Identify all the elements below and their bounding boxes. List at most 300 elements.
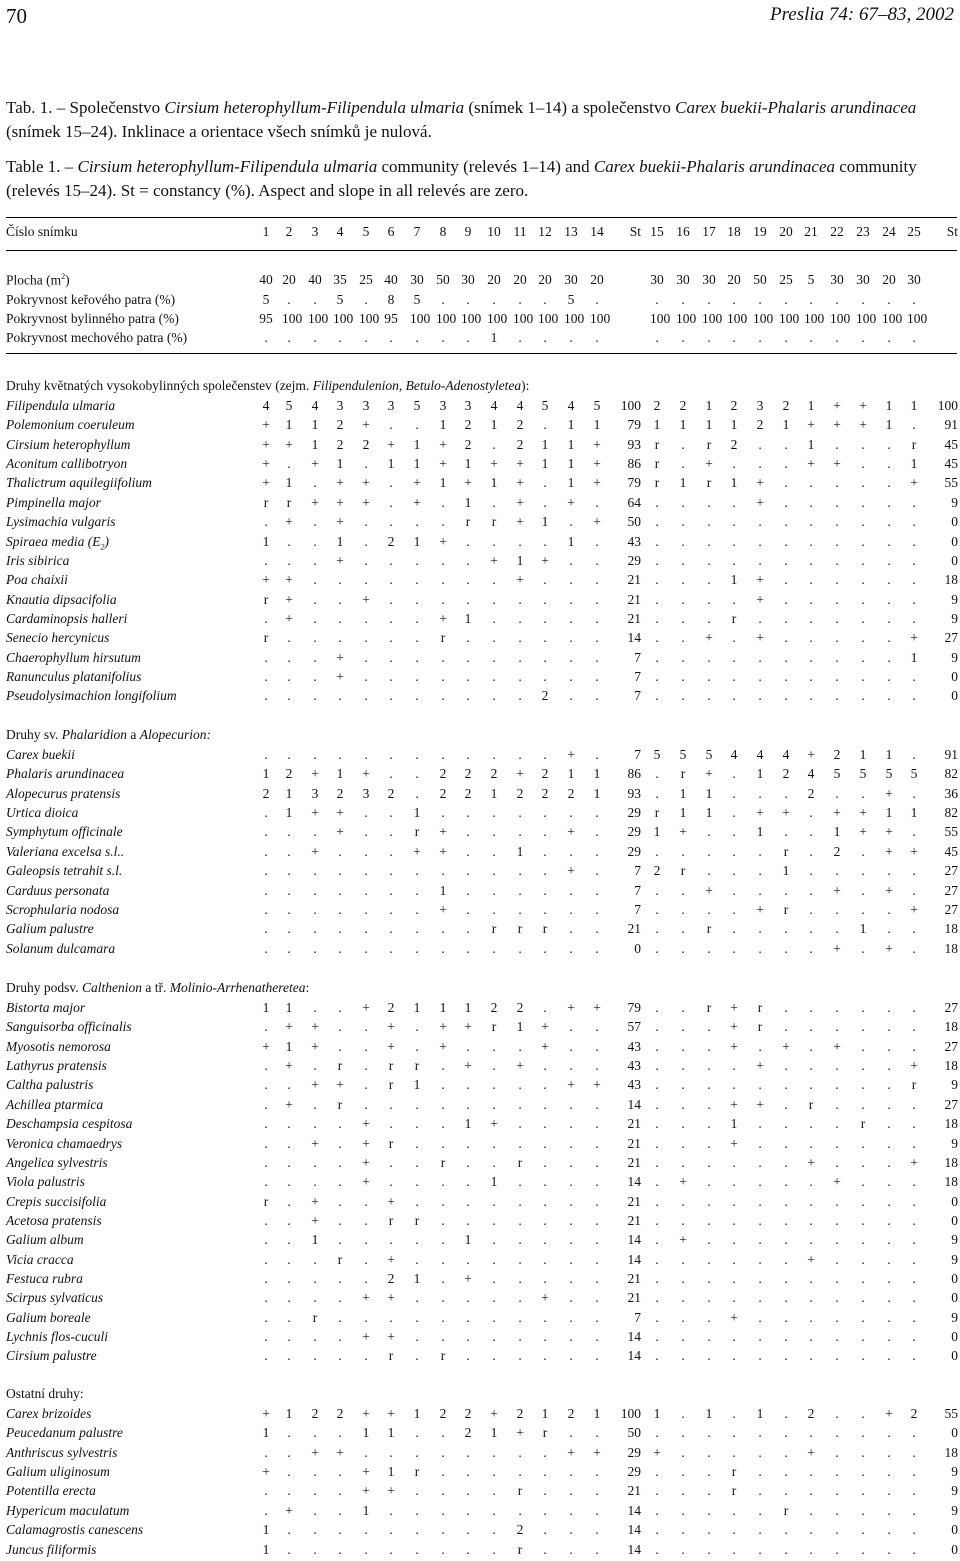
constancy-value: 0 — [951, 1329, 958, 1344]
cell-value: . — [364, 1445, 368, 1460]
cell-value: . — [466, 292, 470, 307]
cell-value: . — [707, 1348, 711, 1363]
cell-value: + — [593, 456, 601, 471]
cell-value: + — [730, 1039, 738, 1054]
cell-value: . — [543, 1136, 547, 1151]
cell-value: 1 — [885, 417, 893, 432]
caption-czech — [6, 96, 954, 144]
cell-value: . — [861, 1271, 865, 1286]
species-name: Sanguisorba officinalis — [6, 1019, 132, 1034]
cell-value: . — [758, 553, 762, 568]
cell-value: 100 — [676, 311, 697, 326]
cell-value: . — [784, 1213, 788, 1228]
cell-value: . — [784, 1271, 788, 1286]
cell-value: . — [595, 1483, 599, 1498]
cell-value: 1 — [464, 1000, 472, 1015]
table-top-rule — [6, 217, 957, 218]
cell-value: . — [466, 1039, 470, 1054]
cell-value: + — [833, 941, 841, 956]
cell-value: . — [912, 1232, 916, 1247]
cell-value: . — [595, 1019, 599, 1034]
species-name: Carex buekii — [6, 747, 75, 762]
cell-value: . — [364, 1310, 368, 1325]
cell-value: . — [569, 1116, 573, 1131]
cell-value: . — [569, 514, 573, 529]
cell-value: . — [364, 514, 368, 529]
cell-value: r — [731, 1464, 737, 1479]
cell-value: . — [543, 1077, 547, 1092]
cell-value: . — [313, 902, 317, 917]
cell-value: . — [264, 1058, 268, 1073]
cell-value: . — [784, 1406, 788, 1421]
table-row — [0, 311, 960, 330]
cell-value: . — [681, 1425, 685, 1440]
cell-value: r — [440, 630, 446, 645]
cell-value: 95 — [384, 311, 398, 326]
cell-value: + — [705, 883, 713, 898]
constancy-value: 21 — [627, 1483, 641, 1498]
cell-value: . — [758, 1329, 762, 1344]
cell-value: . — [518, 1136, 522, 1151]
cell-value: 1 — [336, 534, 344, 549]
cell-value: + — [336, 824, 344, 839]
constancy-value: 18 — [944, 1174, 958, 1189]
cell-value: 100 — [727, 311, 748, 326]
cell-value: . — [595, 1425, 599, 1440]
cell-value: 30 — [830, 272, 844, 287]
constancy-value: 29 — [627, 824, 641, 839]
constancy-value: 43 — [627, 534, 641, 549]
cell-value: 4 — [516, 398, 524, 413]
section-title-run: Alopecurion: — [139, 727, 211, 742]
cell-value: 1 — [311, 417, 319, 432]
cell-value: . — [887, 1348, 891, 1363]
constancy-value: 9 — [951, 1310, 958, 1325]
cell-value: . — [441, 1174, 445, 1189]
cell-value: . — [681, 1058, 685, 1073]
cell-value: . — [835, 1348, 839, 1363]
column-header: 25 — [907, 224, 921, 239]
cell-value: 5 — [910, 766, 918, 781]
constancy-value: 14 — [627, 1232, 641, 1247]
cell-value: . — [518, 941, 522, 956]
cell-value: 20 — [487, 272, 501, 287]
cell-value: . — [543, 475, 547, 490]
cell-value: . — [313, 1522, 317, 1537]
cell-value: 25 — [779, 272, 793, 287]
species-name: Angelica sylvestris — [6, 1155, 108, 1170]
cell-value: . — [861, 688, 865, 703]
cell-value: r — [337, 1097, 343, 1112]
cell-value: . — [681, 1348, 685, 1363]
cell-value: . — [861, 902, 865, 917]
cell-value: . — [887, 1290, 891, 1305]
cell-value: . — [861, 1425, 865, 1440]
species-name: Vicia cracca — [6, 1252, 74, 1267]
cell-value: . — [758, 650, 762, 665]
cell-value: . — [912, 1522, 916, 1537]
cell-value: . — [264, 1445, 268, 1460]
cell-value: . — [518, 902, 522, 917]
cell-value: . — [492, 495, 496, 510]
caption-en-run: Cirsium heterophyllum-Filipendula ulmaria — [77, 157, 378, 176]
cell-value: . — [595, 553, 599, 568]
cell-value: . — [313, 1116, 317, 1131]
cell-value: . — [732, 495, 736, 510]
cell-value: + — [516, 1058, 524, 1073]
cell-value: . — [389, 330, 393, 345]
cell-value: . — [681, 1542, 685, 1557]
species-name: Deschampsia cespitosa — [6, 1116, 133, 1131]
cell-value: . — [784, 786, 788, 801]
cell-value: . — [732, 1174, 736, 1189]
cell-value: . — [809, 1136, 813, 1151]
constancy-value: 7 — [634, 902, 641, 917]
cell-value: . — [595, 1348, 599, 1363]
cell-value: . — [492, 611, 496, 626]
cell-value: 1 — [262, 1542, 270, 1557]
cell-value: . — [518, 292, 522, 307]
cell-value: . — [492, 902, 496, 917]
cell-value: . — [287, 1136, 291, 1151]
cell-value: + — [336, 669, 344, 684]
cell-value: . — [287, 292, 291, 307]
cell-value: . — [338, 1542, 342, 1557]
cell-value: . — [835, 1483, 839, 1498]
cell-value: . — [595, 1097, 599, 1112]
section-title-run: a tř. — [142, 980, 170, 995]
cell-value: 1 — [705, 805, 713, 820]
cell-value: . — [415, 330, 419, 345]
cell-value: + — [387, 1039, 395, 1054]
cell-value: 30 — [410, 272, 424, 287]
table-row — [0, 883, 960, 902]
cell-value: 1 — [285, 786, 293, 801]
species-name: Galium palustre — [6, 921, 94, 936]
cell-value: 1 — [439, 1000, 447, 1015]
cell-value: . — [655, 1310, 659, 1325]
cell-value: . — [758, 1136, 762, 1151]
species-name: Thalictrum aquilegiifolium — [6, 475, 152, 490]
species-name: Polemonium coeruleum — [6, 417, 135, 432]
cell-value: + — [859, 805, 867, 820]
cell-value: . — [835, 475, 839, 490]
cell-value: . — [313, 1348, 317, 1363]
cell-value: 1 — [262, 1425, 270, 1440]
cell-value: . — [415, 1136, 419, 1151]
cell-value: . — [732, 1213, 736, 1228]
cell-value: 1 — [807, 398, 815, 413]
cell-value: . — [569, 1232, 573, 1247]
cell-value: 1 — [336, 766, 344, 781]
cell-value: + — [885, 1406, 893, 1421]
cell-value: . — [492, 1483, 496, 1498]
cell-value: . — [264, 921, 268, 936]
cell-value: 5 — [336, 292, 344, 307]
cell-value: . — [441, 1097, 445, 1112]
cell-value: + — [516, 456, 524, 471]
cell-value: 3 — [362, 398, 370, 413]
constancy-value: 29 — [627, 1464, 641, 1479]
cell-value: . — [758, 1213, 762, 1228]
constancy-value: 91 — [944, 417, 958, 432]
cell-value: . — [758, 1483, 762, 1498]
cell-value: . — [415, 611, 419, 626]
cell-value: . — [707, 514, 711, 529]
cell-value: . — [466, 1542, 470, 1557]
cell-value: . — [835, 1542, 839, 1557]
section-title-run: Calthenion — [82, 980, 142, 995]
cell-value: 40 — [384, 272, 398, 287]
cell-value: + — [262, 475, 270, 490]
cell-value: . — [313, 1097, 317, 1112]
cell-value: 2 — [262, 786, 270, 801]
cell-value: . — [732, 330, 736, 345]
cell-value: . — [809, 1077, 813, 1092]
table-row — [0, 766, 960, 785]
cell-value: . — [264, 650, 268, 665]
cell-value: 1 — [653, 824, 661, 839]
cell-value: . — [861, 863, 865, 878]
cell-value: . — [835, 630, 839, 645]
constancy-value: 93 — [627, 786, 641, 801]
cell-value: . — [758, 844, 762, 859]
constancy-value: 55 — [944, 824, 958, 839]
cell-value: . — [264, 1232, 268, 1247]
cell-value: . — [861, 883, 865, 898]
constancy-value: 79 — [627, 1000, 641, 1015]
cell-value: . — [518, 747, 522, 762]
table-row — [0, 1406, 960, 1425]
cell-value: . — [264, 824, 268, 839]
cell-value: . — [389, 747, 393, 762]
cell-value: r — [783, 1503, 789, 1518]
cell-value: . — [707, 1097, 711, 1112]
cell-value: . — [492, 805, 496, 820]
species-name: Scrophularia nodosa — [6, 902, 120, 917]
cell-value: . — [518, 688, 522, 703]
cell-value: . — [441, 805, 445, 820]
cell-value: r — [388, 1077, 394, 1092]
cell-value: . — [784, 1348, 788, 1363]
species-name: Pokryvnost keřového patra (%) — [6, 292, 176, 307]
cell-value: + — [387, 1329, 395, 1344]
cell-value: . — [492, 592, 496, 607]
cell-value: . — [364, 1097, 368, 1112]
cell-value: . — [912, 1019, 916, 1034]
cell-value: + — [311, 805, 319, 820]
cell-value: . — [809, 1213, 813, 1228]
cell-value: . — [835, 1136, 839, 1151]
cell-value: . — [264, 1174, 268, 1189]
cell-value: . — [338, 1503, 342, 1518]
cell-value: . — [389, 1542, 393, 1557]
constancy-value: 27 — [944, 630, 958, 645]
caption-cz-run: (snímek 1–14) a společenstvo — [464, 98, 676, 117]
cell-value: 3 — [464, 398, 472, 413]
species-name: Galeopsis tetrahit s.l. — [6, 863, 123, 878]
cell-value: 100 — [590, 311, 611, 326]
cell-value: r — [414, 1213, 420, 1228]
cell-value: + — [285, 572, 293, 587]
cell-value: . — [595, 650, 599, 665]
cell-value: . — [518, 1213, 522, 1228]
cell-value: . — [264, 514, 268, 529]
cell-value: . — [887, 1271, 891, 1286]
cell-value: . — [809, 1542, 813, 1557]
cell-value: r — [263, 1194, 269, 1209]
cell-value: . — [912, 534, 916, 549]
cell-value: 1 — [311, 437, 319, 452]
cell-value: 4 — [782, 747, 790, 762]
cell-value: 5 — [262, 292, 270, 307]
cell-value: + — [336, 495, 344, 510]
cell-value: 1 — [413, 1271, 421, 1286]
species-name: Festuca rubra — [6, 1271, 83, 1286]
cell-value: . — [809, 1271, 813, 1286]
cell-value: . — [543, 495, 547, 510]
cell-value: . — [861, 456, 865, 471]
table-row — [0, 1252, 960, 1271]
cell-value: . — [655, 650, 659, 665]
table-row — [0, 824, 960, 843]
constancy-value: 7 — [634, 863, 641, 878]
cell-value: + — [833, 805, 841, 820]
cell-value: + — [285, 1097, 293, 1112]
constancy-value: 79 — [627, 417, 641, 432]
cell-value: . — [415, 650, 419, 665]
table-row — [0, 902, 960, 921]
cell-value: + — [362, 1000, 370, 1015]
cell-value: 2 — [336, 437, 344, 452]
cell-value: . — [861, 1483, 865, 1498]
cell-value: . — [758, 1348, 762, 1363]
cell-value: . — [569, 1542, 573, 1557]
cell-value: . — [313, 1483, 317, 1498]
cell-value: . — [415, 1155, 419, 1170]
cell-value: r — [706, 921, 712, 936]
cell-value: 1 — [413, 1000, 421, 1015]
cell-value: . — [389, 805, 393, 820]
cell-value: . — [707, 1058, 711, 1073]
cell-value: . — [569, 883, 573, 898]
cell-value: . — [887, 1252, 891, 1267]
cell-value: . — [389, 1522, 393, 1537]
cell-value: . — [887, 650, 891, 665]
cell-value: . — [887, 1310, 891, 1325]
cell-value: . — [569, 902, 573, 917]
section-title-run: a — [127, 727, 140, 742]
cell-value: . — [492, 1077, 496, 1092]
cell-value: . — [835, 1116, 839, 1131]
section-title-run: : — [305, 980, 310, 995]
cell-value: 2 — [362, 437, 370, 452]
cell-value: . — [518, 1329, 522, 1344]
cell-value: . — [313, 553, 317, 568]
cell-value: . — [543, 1483, 547, 1498]
table-row — [0, 1425, 960, 1444]
cell-value: + — [567, 1445, 575, 1460]
cell-value: . — [887, 902, 891, 917]
cell-value: + — [439, 824, 447, 839]
cell-value: + — [730, 1000, 738, 1015]
cell-value: 1 — [464, 611, 472, 626]
constancy-value: 57 — [627, 1019, 641, 1034]
cell-value: 100 — [538, 311, 559, 326]
cell-value: . — [732, 1232, 736, 1247]
cell-value: . — [809, 921, 813, 936]
cell-value: . — [912, 786, 916, 801]
cell-value: . — [364, 1252, 368, 1267]
cell-value: + — [285, 1019, 293, 1034]
cell-value: . — [492, 572, 496, 587]
cell-value: . — [887, 1522, 891, 1537]
cell-value: r — [517, 1542, 523, 1557]
cell-value: 100 — [830, 311, 851, 326]
constancy-value: 18 — [944, 1019, 958, 1034]
cell-value: + — [756, 1097, 764, 1112]
cell-value: 5 — [679, 747, 687, 762]
cell-value: . — [861, 534, 865, 549]
cell-value: . — [784, 330, 788, 345]
cell-value: r — [731, 1483, 737, 1498]
cell-value: 2 — [387, 786, 395, 801]
cell-value: . — [784, 1252, 788, 1267]
cell-value: . — [595, 1039, 599, 1054]
cell-value: . — [758, 669, 762, 684]
cell-value: . — [809, 844, 813, 859]
cell-value: + — [705, 630, 713, 645]
cell-value: . — [707, 669, 711, 684]
cell-value: . — [732, 514, 736, 529]
cell-value: r — [491, 921, 497, 936]
table-row — [0, 1077, 960, 1096]
cell-value: r — [517, 921, 523, 936]
cell-value: . — [681, 1194, 685, 1209]
cell-value: + — [464, 1019, 472, 1034]
cell-value: + — [262, 1039, 270, 1054]
species-name: Lychnis flos-cuculi — [6, 1329, 108, 1344]
cell-value: . — [861, 1522, 865, 1537]
cell-value: . — [569, 805, 573, 820]
table-row — [0, 330, 960, 349]
cell-value: . — [784, 456, 788, 471]
cell-value: . — [732, 1542, 736, 1557]
cell-value: . — [835, 1464, 839, 1479]
cell-value: . — [415, 863, 419, 878]
cell-value: . — [441, 1464, 445, 1479]
cell-value: . — [707, 1019, 711, 1034]
species-name: Achillea ptarmica — [6, 1097, 104, 1112]
cell-value: . — [264, 883, 268, 898]
cell-value: + — [516, 495, 524, 510]
table-row — [0, 630, 960, 649]
cell-value: . — [543, 941, 547, 956]
cell-value: . — [364, 1542, 368, 1557]
cell-value: . — [389, 1310, 393, 1325]
cell-value: . — [287, 1155, 291, 1170]
species-name: Galium boreale — [6, 1310, 91, 1325]
cell-value: + — [833, 1174, 841, 1189]
cell-value: . — [758, 534, 762, 549]
cell-value: . — [707, 1213, 711, 1228]
cell-value: . — [835, 495, 839, 510]
table-row — [0, 1155, 960, 1174]
cell-value: . — [912, 747, 916, 762]
cell-value: . — [595, 1174, 599, 1189]
cell-value: . — [887, 1097, 891, 1112]
cell-value: . — [338, 1000, 342, 1015]
